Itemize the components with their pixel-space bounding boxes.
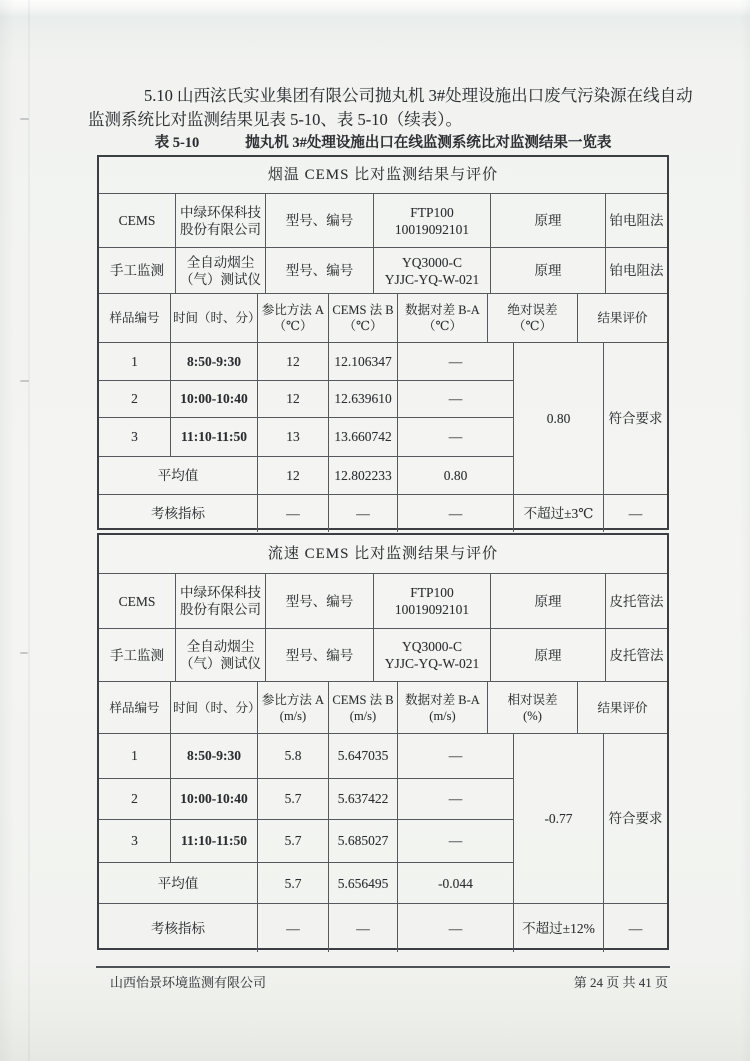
time-cell: 11:10-11:50	[171, 820, 258, 863]
header-title: 数据对差 B-A	[405, 303, 480, 317]
reference-value-cell: 12	[258, 343, 329, 380]
footer-company: 山西怡景环境监测有限公司	[110, 975, 267, 990]
data-row	[99, 734, 514, 779]
data-diff-cell: —	[398, 495, 514, 532]
header-title: 参比方法 A	[261, 692, 325, 707]
section-header-row	[99, 157, 667, 194]
cems-method-header	[329, 682, 398, 733]
header-title: 相对误差	[507, 692, 558, 707]
sample-no-header: 样品编号	[99, 294, 171, 342]
rel-error-merged-cell: -0.77	[514, 734, 604, 903]
abs-error-header	[488, 294, 578, 342]
scan-fold-streak	[28, 0, 30, 1061]
cems-value-cell: 5.685027	[329, 820, 398, 863]
cems-value-cell: —	[329, 495, 398, 532]
cems-value-cell: 12.106347	[329, 343, 398, 380]
manual-monitoring-row	[99, 248, 667, 294]
header-title: 绝对误差	[507, 303, 558, 317]
column-header-row	[99, 682, 667, 734]
header-unit: （℃）	[343, 319, 383, 333]
model-label-cell: 型号、编号	[266, 574, 374, 628]
vendor-cell	[176, 574, 266, 628]
sample-no-cell: 3	[99, 418, 171, 457]
principle-label-cell: 原理	[491, 629, 606, 681]
header-title: 参比方法 A	[261, 303, 325, 317]
reference-value-cell: 5.7	[258, 863, 329, 903]
data-diff-header	[398, 682, 488, 733]
vendor-line-2: （气）测试仪	[180, 271, 261, 287]
evaluation-merged-cell: 符合要求	[608, 811, 663, 826]
header-title: 数据对差 B-A	[405, 692, 480, 707]
scan-artifact	[20, 652, 28, 654]
reference-value-cell: 5.7	[258, 779, 329, 819]
time-cell: 10:00-10:40	[171, 779, 258, 819]
data-left-block	[99, 343, 514, 494]
reference-value-cell: 5.8	[258, 734, 329, 778]
cems-value-cell: 5.647035	[329, 734, 398, 778]
limit-cell: 不超过±3℃	[514, 495, 604, 532]
rel-error-header	[488, 682, 578, 733]
model-value-cell	[374, 629, 491, 681]
model-value-cell	[374, 248, 491, 293]
time-cell: 11:10-11:50	[171, 418, 258, 457]
model-value-cell	[374, 574, 491, 628]
time-cell: 8:50-9:30	[171, 734, 258, 778]
header-unit: (m/s)	[279, 708, 307, 723]
reference-value-cell: —	[258, 904, 329, 952]
vendor-line-1: 中绿环保科技	[180, 204, 261, 220]
evaluation-header: 结果评价	[597, 700, 648, 715]
principle-value-cell: 铂电阻法	[609, 213, 664, 228]
header-unit: （℃）	[273, 319, 313, 333]
average-row	[99, 863, 514, 903]
model-line-2: 10019092101	[394, 221, 470, 237]
cems-label-cell: CEMS	[99, 574, 176, 628]
header-unit: （℃）	[423, 319, 462, 333]
model-line-1: YQ3000-C	[402, 639, 462, 654]
cems-value-cell: 13.660742	[329, 418, 398, 457]
header-unit: (%)	[523, 708, 542, 723]
model-line-1: FTP100	[410, 585, 454, 600]
section-header-row	[99, 535, 667, 574]
assessment-label-cell: 考核指标	[99, 904, 258, 952]
vendor-line-1: 全自动烟尘	[186, 254, 255, 270]
cems-row	[99, 194, 667, 248]
vendor-cell	[176, 248, 266, 293]
data-row	[99, 820, 514, 864]
table-caption-number: 表 5-10	[154, 135, 200, 151]
vendor-cell	[176, 194, 266, 247]
column-header-row	[99, 294, 667, 343]
header-unit: (m/s)	[349, 708, 377, 723]
vendor-line-2: 股份有限公司	[180, 221, 261, 237]
time-cell: 8:50-9:30	[171, 343, 258, 380]
sample-no-cell: 2	[99, 381, 171, 417]
section-title: 流速 CEMS 比对监测结果与评价	[267, 545, 499, 562]
footer-rule	[96, 966, 670, 968]
table-caption-title: 抛丸机 3#处理设施出口在线监测系统比对监测结果一览表	[245, 135, 612, 151]
data-region	[99, 734, 667, 904]
principle-value-cell: 铂电阻法	[609, 263, 664, 278]
data-left-block	[99, 734, 514, 903]
model-label-cell: 型号、编号	[266, 194, 374, 247]
data-row	[99, 343, 514, 381]
vendor-line-1: 中绿环保科技	[180, 585, 261, 600]
principle-label-cell: 原理	[491, 194, 606, 247]
principle-label-cell: 原理	[491, 574, 606, 628]
limit-cell: 不超过±12%	[514, 904, 604, 952]
evaluation-merged-cell: 符合要求	[608, 411, 663, 426]
sample-no-cell: 2	[99, 779, 171, 819]
manual-monitoring-row	[99, 629, 667, 682]
cems-value-cell: 5.637422	[329, 779, 398, 819]
data-diff-cell: —	[398, 734, 514, 778]
header-unit: （℃）	[513, 319, 552, 333]
cems-value-cell: 12.802233	[329, 457, 398, 494]
assessment-label-cell: 考核指标	[99, 495, 258, 532]
model-line-1: FTP100	[410, 204, 454, 220]
model-line-2: 10019092101	[394, 602, 470, 617]
data-diff-cell: —	[398, 820, 514, 863]
header-unit: (m/s)	[429, 708, 456, 723]
average-label-cell: 平均值	[99, 863, 258, 903]
evaluation-cell: —	[628, 920, 643, 936]
cems-method-header	[329, 294, 398, 342]
principle-value-cell: 皮托管法	[609, 593, 664, 609]
assessment-row	[99, 495, 667, 532]
scan-artifact	[20, 380, 29, 382]
data-diff-header	[398, 294, 488, 342]
data-region	[99, 343, 667, 495]
data-diff-cell: 0.80	[398, 457, 514, 494]
table-caption	[97, 131, 669, 152]
scan-artifact	[20, 118, 29, 120]
time-cell: 10:00-10:40	[171, 381, 258, 417]
evaluation-cell: —	[628, 506, 643, 521]
vendor-line-2: 股份有限公司	[180, 602, 261, 617]
manual-label-cell: 手工监测	[99, 629, 176, 681]
vendor-cell	[176, 629, 266, 681]
data-diff-cell: —	[398, 904, 514, 952]
assessment-row	[99, 904, 667, 952]
cems-value-cell: 5.656495	[329, 863, 398, 903]
average-label-cell: 平均值	[99, 457, 258, 494]
velocity-cems-table	[97, 533, 669, 950]
time-header: 时间（时、分）	[171, 682, 258, 733]
time-header: 时间（时、分）	[171, 294, 258, 342]
header-title: CEMS 法 B	[332, 303, 394, 317]
data-diff-cell: —	[398, 343, 514, 380]
intro-paragraph	[88, 84, 693, 131]
reference-method-header	[258, 294, 329, 342]
model-line-2: YJJC-YQ-W-021	[384, 656, 480, 671]
abs-error-merged-cell: 0.80	[514, 343, 604, 494]
data-row	[99, 779, 514, 820]
footer-page-number: 第 24 页 共 41 页	[573, 975, 668, 990]
data-diff-cell: —	[398, 381, 514, 417]
reference-value-cell: —	[258, 495, 329, 532]
data-diff-cell: —	[398, 779, 514, 819]
vendor-line-1: 全自动烟尘	[186, 639, 255, 654]
header-title: CEMS 法 B	[332, 692, 394, 707]
sample-no-cell: 3	[99, 820, 171, 863]
sample-no-cell: 1	[99, 343, 171, 380]
cems-value-cell: —	[329, 904, 398, 952]
model-label-cell: 型号、编号	[266, 629, 374, 681]
manual-label-cell: 手工监测	[99, 248, 176, 293]
temperature-cems-table	[97, 155, 669, 530]
section-title: 烟温 CEMS 比对监测结果与评价	[267, 166, 499, 183]
intro-line-1: 5.10 山西泫氏实业集团有限公司抛丸机 3#处理设施出口废气污染源在线自动	[144, 86, 693, 105]
cems-value-cell: 12.639610	[329, 381, 398, 417]
model-line-2: YJJC-YQ-W-021	[384, 271, 480, 287]
reference-value-cell: 12	[258, 381, 329, 417]
intro-line-2: 监测系统比对监测结果见表 5-10、表 5-10（续表）。	[88, 109, 462, 129]
data-diff-cell: —	[398, 418, 514, 457]
reference-value-cell: 13	[258, 418, 329, 457]
reference-value-cell: 5.7	[258, 820, 329, 863]
principle-value-cell: 皮托管法	[609, 647, 664, 663]
cems-label-cell: CEMS	[99, 194, 176, 247]
evaluation-header: 结果评价	[597, 311, 648, 325]
model-label-cell: 型号、编号	[266, 248, 374, 293]
model-value-cell	[374, 194, 491, 247]
model-line-1: YQ3000-C	[402, 254, 462, 270]
average-row	[99, 457, 514, 494]
vendor-line-2: （气）测试仪	[180, 656, 261, 671]
reference-method-header	[258, 682, 329, 733]
reference-value-cell: 12	[258, 457, 329, 494]
data-diff-cell: -0.044	[398, 863, 514, 903]
principle-label-cell: 原理	[491, 248, 606, 293]
data-row	[99, 418, 514, 458]
cems-row	[99, 574, 667, 629]
sample-no-cell: 1	[99, 734, 171, 778]
sample-no-header: 样品编号	[99, 682, 171, 733]
data-row	[99, 381, 514, 418]
